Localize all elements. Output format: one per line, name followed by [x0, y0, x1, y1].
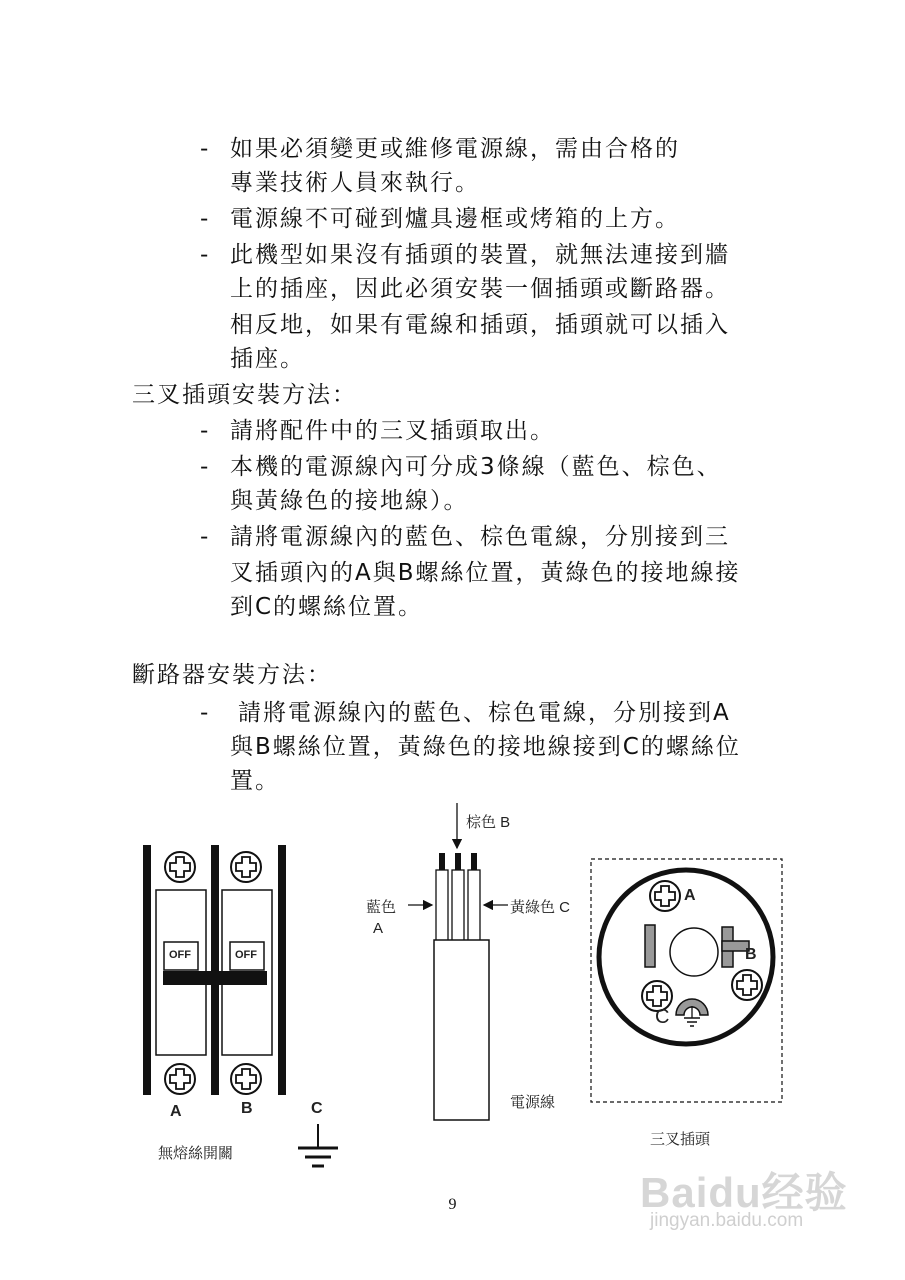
- terminal-a: [645, 925, 655, 967]
- screw-icon: [231, 852, 261, 882]
- bullet-dash: -: [200, 454, 209, 480]
- breaker-rail-mid: [211, 845, 219, 1095]
- text-line: 專業技術人員來執行。: [230, 170, 480, 196]
- plug-label-c: C: [655, 1006, 670, 1028]
- text-line: 置。: [230, 768, 280, 794]
- brown-wire-label: 棕色 B: [466, 814, 511, 831]
- text-line: 請將電源線內的藍色、棕色電線，分別接到三: [230, 524, 730, 550]
- screw-icon: [165, 1064, 195, 1094]
- text-line: 請將配件中的三叉插頭取出。: [230, 418, 555, 444]
- text-line: 請將電源線內的藍色、棕色電線，分別接到A: [238, 700, 731, 726]
- cable-caption: 電源線: [510, 1094, 556, 1111]
- plug-label-b: B: [745, 946, 757, 963]
- breaker-caption: 無熔絲開關: [158, 1145, 234, 1162]
- screw-icon: [732, 970, 762, 1000]
- off-label-left: OFF: [169, 949, 191, 961]
- breaker-label-b: B: [241, 1100, 253, 1117]
- wire-blue: [436, 870, 448, 942]
- breaker-label-c: C: [311, 1100, 323, 1117]
- yg-wire-label: 黃綠色 C: [510, 899, 571, 916]
- text-line: 相反地，如果有電線和插頭，插頭就可以插入: [230, 312, 730, 338]
- bullet-dash: -: [200, 242, 209, 268]
- breaker-heading: 斷路器安裝方法：: [132, 662, 332, 688]
- blue-wire-letter: A: [373, 920, 384, 937]
- text-line: 插座。: [230, 346, 305, 372]
- cable-graphic: [408, 803, 511, 1120]
- breaker-handle-bar: [163, 971, 267, 985]
- ground-icon: [298, 1124, 338, 1166]
- text-line: 與黃綠色的接地線）。: [230, 488, 469, 514]
- screw-icon: [165, 852, 195, 882]
- text-line: 電源線不可碰到爐具邊框或烤箱的上方。: [230, 206, 680, 232]
- breaker-rail-left: [143, 845, 151, 1095]
- blue-wire-label: 藍色: [366, 899, 397, 916]
- bullet-dash: -: [200, 206, 209, 232]
- bullet-dash: -: [200, 136, 209, 162]
- watermark-url: jingyan.baidu.com: [650, 1210, 804, 1231]
- page-number: 9: [448, 1196, 457, 1213]
- text-line: 叉插頭內的A與B螺絲位置，黃綠色的接地線接: [230, 560, 741, 586]
- watermark-brand: Baidu经验: [640, 1169, 848, 1216]
- bullet-dash: -: [200, 524, 209, 550]
- off-label-right: OFF: [235, 949, 257, 961]
- text-line: 與B螺絲位置，黃綠色的接地線接到C的螺絲位: [230, 734, 741, 760]
- screw-icon: [650, 881, 680, 911]
- bullet-dash: -: [200, 700, 209, 726]
- cable-jacket: [434, 940, 489, 1120]
- plug-caption: 三叉插頭: [650, 1131, 711, 1148]
- bullet-dash: -: [200, 418, 209, 444]
- plug-label-a: A: [684, 887, 696, 904]
- wire-yellow-green: [468, 870, 480, 942]
- breaker-rail-right: [278, 845, 286, 1095]
- wire-brown: [452, 870, 464, 942]
- text-line: 上的插座，因此必須安裝一個插頭或斷路器。: [230, 276, 730, 302]
- text-line: 此機型如果沒有插頭的裝置，就無法連接到牆: [230, 242, 730, 268]
- breaker-label-a: A: [170, 1103, 182, 1120]
- text-line: 如果必須變更或維修電源線，需由合格的: [230, 136, 680, 162]
- text-line: 到C的螺絲位置。: [230, 594, 424, 620]
- screw-icon: [231, 1064, 261, 1094]
- text-line: 本機的電源線內可分成3條線（藍色、棕色、: [230, 454, 722, 480]
- plug-center-hole: [670, 928, 718, 976]
- plug-heading: 三叉插頭安裝方法：: [132, 382, 357, 408]
